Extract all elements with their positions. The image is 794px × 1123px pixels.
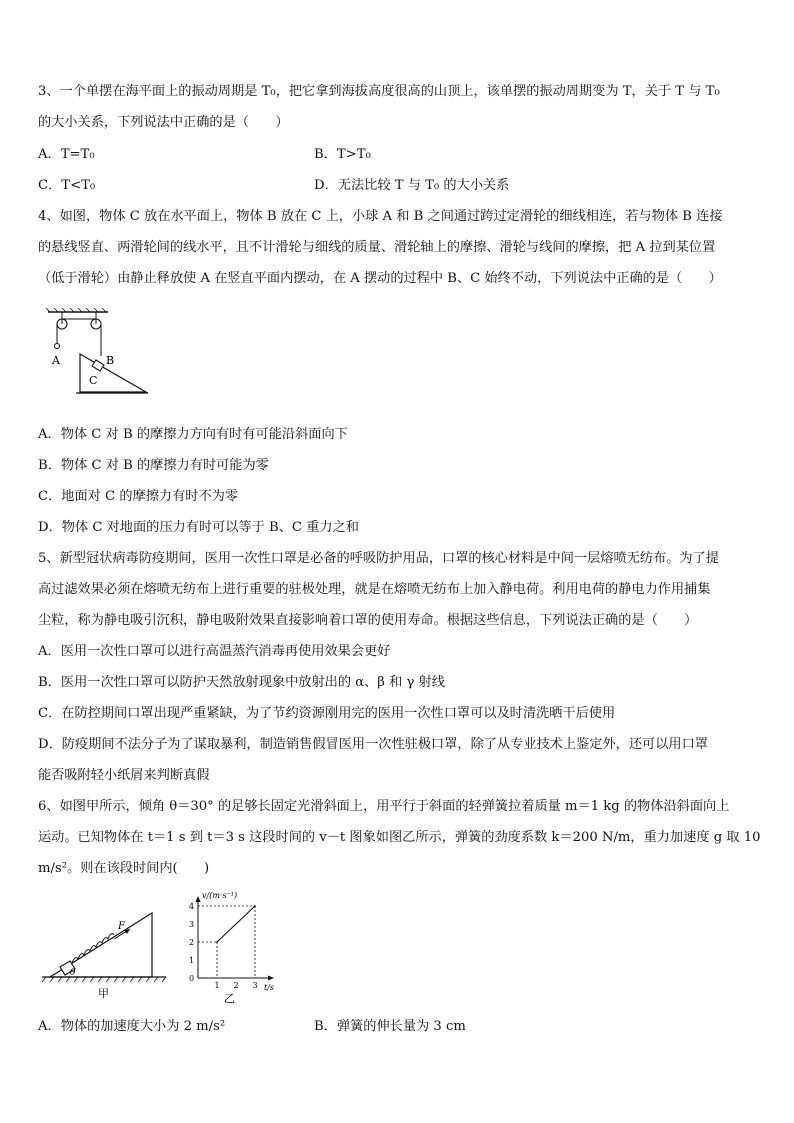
q5-option-b: B．医用一次性口罩可以防护天然放射现象中放射出的 α、β 和 γ 射线	[38, 675, 445, 690]
vt-x-ticks	[215, 981, 258, 990]
q4-label-b: B	[106, 354, 115, 367]
vt-guides	[198, 906, 255, 978]
vt-x-axis-label: t/s	[264, 983, 275, 992]
q4-option-a: A．物体 C 对 B 的摩擦力方向有时有可能沿斜面向下	[38, 427, 348, 442]
q6-theta-label: θ	[70, 968, 76, 978]
vt-y-tick-label: 4	[189, 902, 195, 911]
q6-stem-line-3: m/s²。则在该段时间内( )	[38, 861, 210, 876]
vt-x-tick-label: 3	[252, 981, 258, 990]
q5-option-a: A．医用一次性口罩可以进行高温蒸汽消毒再使用效果会更好	[38, 644, 391, 659]
q6-fig-caption-yi: 乙	[224, 992, 235, 1005]
q4-stem-line-1: 4、如图，物体 C 放在水平面上，物体 B 放在 C 上，小球 A 和 B 之间通过跨过定滑轮的细线相连，若与物体 B 连接	[38, 209, 723, 224]
q5-stem-line-1: 5、新型冠状病毒防疫期间，医用一次性口罩是必备的呼吸防护用品，口罩的核心材料是中间一层熔喷无纺布。为了提	[38, 551, 719, 566]
q4-stem-line-2: 的悬线竖直、两滑轮间的线水平，且不计滑轮与细线的质量、滑轮轴上的摩擦、滑轮与线间的摩擦，把 A 拉到某位置	[38, 240, 716, 255]
q5-option-c: C．在防控期间口罩出现严重紧缺，为了节约资源刚用完的医用一次性口罩可以及时清洗晒干后使用	[38, 706, 616, 721]
q4-option-d: D．物体 C 对地面的压力有时可以等于 B、C 重力之和	[38, 520, 359, 535]
vt-y-tick-label: 0	[189, 974, 195, 983]
q3-option-a: A．T=T₀	[38, 147, 95, 162]
q4-option-b: B．物体 C 对 B 的摩擦力有时可能为零	[38, 458, 269, 473]
q4-option-c: C．地面对 C 的摩擦力有时不为零	[38, 489, 239, 504]
q4-stem-line-3: （低于滑轮）由静止释放使 A 在竖直平面内摆动，在 A 摆动的过程中 B、C 始终不动，下列说法中正确的是（ ）	[38, 271, 722, 286]
vt-data-point	[254, 905, 256, 907]
vt-axes	[196, 896, 275, 981]
q3-stem-line-2: 的大小关系，下列说法中正确的是（ ）	[38, 115, 289, 130]
q3-stem-line-1: 3、一个单摆在海平面上的振动周期是 T₀，把它拿到海拔高度很高的山顶上，该单摆的振动周期变为 T，关于 T 与 T₀	[38, 84, 720, 99]
vt-series-line	[217, 906, 255, 942]
q5-option-d-line-2: 能否吸附轻小纸屑来判断真假	[38, 768, 210, 783]
q6-incline-spring-figure	[38, 905, 168, 1000]
q3-option-c: C．T<T₀	[38, 178, 96, 193]
vt-x-tick-label: 2	[233, 981, 239, 990]
q6-stem-line-1: 6、如图甲所示，倾角 θ＝30° 的足够长固定光滑斜面上，用平行于斜面的轻弹簧拉着质量 m＝1 kg 的物体沿斜面向上	[38, 799, 730, 814]
q4-pulley-figure	[40, 308, 152, 398]
vt-y-axis-label: v/(m·s⁻¹)	[202, 891, 238, 900]
q6-force-label: F	[118, 921, 125, 932]
q3-option-b: B．T>T₀	[314, 147, 371, 162]
vt-y-tick-label: 1	[189, 956, 195, 965]
q5-option-d-line-1: D．防疫期间不法分子为了谋取暴利，制造销售假冒医用一次性驻极口罩，除了从专业技术上鉴定外，还可以用口罩	[38, 737, 708, 752]
vt-series	[216, 905, 256, 943]
q6-fig-caption-jia: 甲	[98, 987, 109, 1000]
vt-x-tick-label: 1	[214, 981, 220, 990]
q4-label-a: A	[52, 354, 60, 367]
q5-stem-line-3: 尘粒，称为静电吸引沉积，静电吸附效果直接影响着口罩的使用寿命。根据这些信息，下列说法正确的是（ ）	[38, 613, 698, 628]
q3-option-d: D．无法比较 T 与 T₀ 的大小关系	[314, 178, 510, 193]
vt-y-tick-label: 2	[189, 938, 195, 947]
q5-stem-line-2: 高过滤效果必须在熔喷无纺布上进行重要的驻极处理，就是在熔喷无纺布上加入静电荷。利用电荷的静电力作用捕集	[38, 582, 711, 597]
vt-data-point	[216, 941, 218, 943]
q4-label-c: C	[89, 374, 98, 387]
q6-option-b: B．弹簧的伸长量为 3 cm	[314, 1019, 466, 1034]
q6-option-a: A．物体的加速度大小为 2 m/s²	[38, 1019, 226, 1034]
q6-vt-chart	[180, 890, 280, 1005]
q6-stem-line-2: 运动。已知物体在 t＝1 s 到 t＝3 s 这段时间的 v－t 图象如图乙所示，弹簧的劲度系数 k＝200 N/m，重力加速度 g 取 10	[38, 830, 761, 845]
vt-y-ticks	[189, 902, 194, 983]
vt-y-tick-label: 3	[189, 920, 195, 929]
